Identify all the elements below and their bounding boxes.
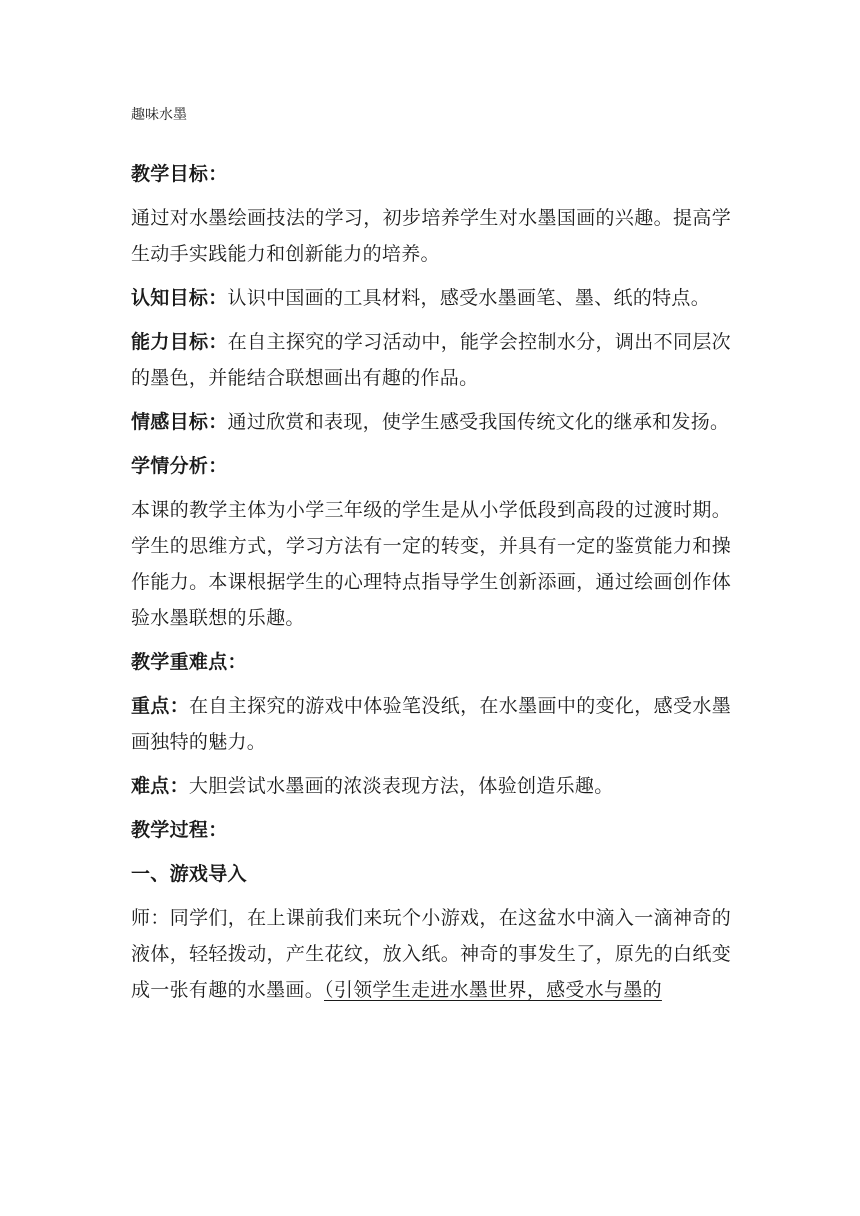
document-title: 趣味水墨 xyxy=(131,107,187,123)
difficulty-label: 难点： xyxy=(131,775,189,797)
step1-paragraph xyxy=(131,900,731,1008)
document-body xyxy=(131,156,731,1016)
step1-note: （引领学生走进水墨世界，感受水与墨的 xyxy=(324,979,662,1001)
process-heading: 教学过程： xyxy=(131,819,228,841)
cognitive-text: 认识中国画的工具材料，感受水墨画笔、墨、纸的特点。 xyxy=(227,287,711,309)
cognitive-label: 认知目标： xyxy=(131,287,228,309)
key-points-heading: 教学重难点： xyxy=(131,651,247,673)
key-label: 重点： xyxy=(131,695,190,717)
objectives-paragraph: 通过对水墨绘画技法的学习，初步培养学生对水墨国画的兴趣。提高学生动手实践能力和创新能力的培养。 xyxy=(131,207,731,265)
ability-objective xyxy=(131,324,731,396)
step1-heading: 一、游戏导入 xyxy=(131,863,247,885)
step1-text: 师：同学们，在上课前我们来玩个小游戏，在这盆水中滴入一滴神奇的液体，轻轻拨动，产生花纹，放入纸。神奇的事发生了，原先的白纸变成一张有趣的水墨画。 xyxy=(131,907,731,1001)
emotion-text: 通过欣赏和表现，使学生感受我国传统文化的继承和发扬。 xyxy=(227,411,730,433)
difficulty-point xyxy=(131,768,731,804)
objectives-heading: 教学目标： xyxy=(131,163,228,185)
cognitive-objective xyxy=(131,280,731,316)
difficulty-text: 大胆尝试水墨画的浓淡表现方法，体验创造乐趣。 xyxy=(188,775,614,797)
emotion-objective xyxy=(131,404,731,440)
key-text: 在自主探究的游戏中体验笔没纸，在水墨画中的变化，感受水墨画独特的魅力。 xyxy=(131,695,731,753)
ability-text: 在自主探究的学习活动中，能学会控制水分，调出不同层次的墨色，并能结合联想画出有趣的作品。 xyxy=(131,331,731,389)
ability-label: 能力目标： xyxy=(131,331,228,353)
analysis-heading: 学情分析： xyxy=(131,455,228,477)
analysis-paragraph: 本课的教学主体为小学三年级的学生是从小学低段到高段的过渡时期。学生的思维方式，学习方法有一定的转变，并具有一定的鉴赏能力和操作能力。本课根据学生的心理特点指导学生创新添画，通过绘画创作体验水墨联想的乐趣。 xyxy=(131,499,731,629)
emotion-label: 情感目标： xyxy=(131,411,228,433)
key-point xyxy=(131,688,731,760)
